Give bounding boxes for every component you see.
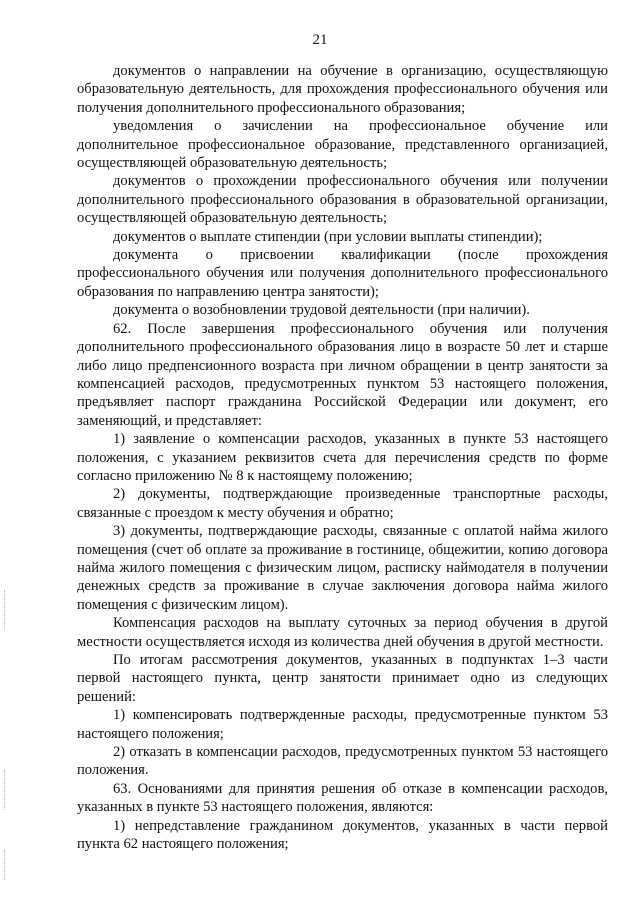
document-body bbox=[77, 62, 608, 853]
page-number: 21 bbox=[312, 32, 328, 48]
paragraph: документов о направлении на обучение в организацию, осуществляющую образовательную деятельность, для прохождения профессионального обучения или получения дополнительного профессионального образования; bbox=[77, 63, 608, 116]
paragraph: 2) документы, подтверждающие произведенные транспортные расходы, связанные с проездом к месту обучения и обратно; bbox=[77, 486, 608, 521]
paragraph: Компенсация расходов на выплату суточных за период обучения в другой местности осуществляется исходя из количества дней обучения в другой местности. bbox=[77, 615, 608, 650]
paragraph: По итогам рассмотрения документов, указанных в подпунктах 1–3 части первой настоящего пункта, центр занятости принимает одно из следующих решений: bbox=[77, 652, 608, 705]
paragraph: документов о выплате стипендии (при условии выплаты стипендии); bbox=[113, 228, 543, 245]
paragraph: 1) заявление о компенсации расходов, указанных в пункте 53 настоящего положения, с указанием реквизитов счета для перечисления средств по форме согласно приложению № 8 к настоящему положению; bbox=[77, 431, 608, 484]
paragraph: 1) компенсировать подтвержденные расходы, предусмотренные пунктом 53 настоящего положения; bbox=[77, 707, 608, 742]
scan-margin-mark bbox=[4, 850, 7, 880]
paragraph: 62. После завершения профессионального обучения или получения дополнительного профессионального образования лицо в возрасте 50 лет и старше либо лицо предпенсионного возраста при личном обращении в центр занятости за компенсацией расходов, предусмотренных пунктом 53 настоящего положения, предъявляет паспорт гражданина Российской Федерации или документ, его заменяющий, и представляет: bbox=[77, 320, 608, 429]
scan-margin-mark bbox=[4, 770, 7, 810]
paragraph: документа о возобновлении трудовой деятельности (при наличии). bbox=[113, 302, 530, 319]
paragraph: 3) документы, подтверждающие расходы, связанные с оплатой найма жилого помещения (счет об оплате за проживание в гостинице, общежитии, копию договора найма жилого помещения с физическим лицом, расписку наймодателя в получении денежных средств за проживание в случае заключения договора найма жилого помещения с физическим лицом). bbox=[77, 523, 608, 613]
paragraph: 1) непредставление гражданином документов, указанных в части первой пункта 62 настоящего положения; bbox=[77, 817, 608, 853]
scan-margin-mark bbox=[4, 590, 7, 630]
paragraph: документов о прохождении профессионального обучения или получении дополнительного профессионального образования в образовательной организации, осуществляющей образовательную деятельность; bbox=[77, 173, 608, 227]
paragraph: документа о присвоении квалификации (после прохождения профессионального обучения или получения дополнительного профессионального образования по направлению центра занятости); bbox=[77, 247, 608, 300]
paragraph: 2) отказать в компенсации расходов, предусмотренных пунктом 53 настоящего положения. bbox=[77, 744, 608, 779]
paragraph: 63. Основаниями для принятия решения об отказе в компенсации расходов, указанных в пункте 53 настоящего положения, являются: bbox=[77, 780, 608, 816]
paragraph: уведомления о зачислении на профессиональное обучение или дополнительное профессиональное образование, представленного организацией, осуществляющей образовательную деятельность; bbox=[77, 118, 608, 172]
